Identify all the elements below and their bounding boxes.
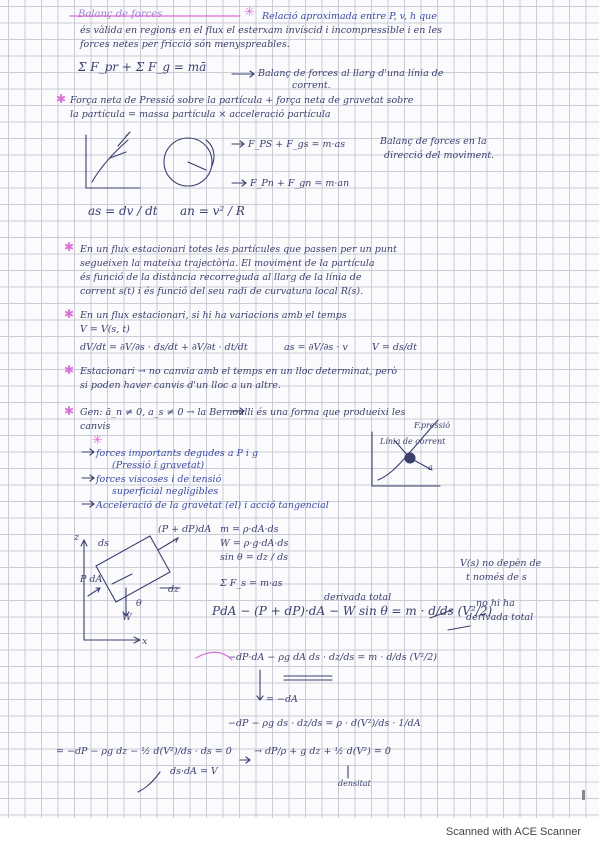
list-item-1b: (Pressió i gravetat): [112, 460, 205, 471]
fbd-label-z: z: [74, 532, 80, 543]
bullet-5-line-2: canvis: [80, 421, 111, 432]
bullet-icon: ✱: [64, 363, 75, 377]
bullet-3-eq-1: dV/dt = ∂V/∂s · ds/dt + ∂V/∂t · dt/dt: [80, 342, 248, 353]
sum-forces-note-2: corrent.: [292, 80, 331, 91]
bullet-2-line-1: En un flux estacionari totes les partícules que passen per un punt: [80, 244, 397, 255]
bullet-3-eq-2: as = ∂V/∂s · v: [284, 342, 348, 353]
final-equation-3: ds·dA = V: [170, 766, 218, 777]
bullet-2-line-3: és funció de la distància recorreguda al llarg de la línia de: [80, 272, 362, 283]
bullet-2-line-2: segueixen la mateixa trajectòria. El moviment de la partícula: [80, 258, 375, 269]
sum-fs-equation: Σ F_s = m·as: [220, 578, 283, 589]
sum-forces-note-1: Balanç de forces al llarg d'una línia de: [258, 68, 444, 79]
bullet-1-line-2: la partícula = massa partícula × acceleració partícula: [70, 109, 331, 120]
sum-forces-equation: Σ F_pr + Σ F_g = mā: [78, 60, 207, 74]
intro-line-1: Relació aproximada entre P, v, h que: [262, 11, 437, 22]
tangential-note-2: direcció del moviment.: [384, 150, 495, 161]
final-note-density: densitat: [338, 779, 371, 788]
bullet-4-line-2: si poden haver canvis d'un lloc a un altre.: [80, 380, 282, 391]
bullet-5-line-1: Gen: ā_n ≠ 0, a_s ≠ 0 → la Bernoulli és una forma que produeixi les: [80, 407, 406, 418]
fbd-label-left: P dA: [80, 574, 103, 585]
an-equation: an = v² / R: [180, 204, 245, 218]
tangential-note-1: Balanç de forces en la: [380, 136, 487, 147]
bullet-3-line-1: En un flux estacionari, si hi ha variacions amb el temps: [80, 310, 347, 321]
bullet-icon: ✱: [64, 404, 75, 418]
bullet-3-line-2: V = V(s, t): [80, 324, 130, 335]
bullet-icon: ✱: [64, 240, 75, 254]
star-icon: ✳: [92, 433, 103, 448]
list-item-3: Acceleració de la gravetat (el) i acció tangencial: [96, 500, 329, 511]
weight-equation: W = ρ·g·dA·ds: [220, 538, 289, 549]
fbd-label-x: x: [142, 636, 148, 647]
fbd-label-theta: θ: [136, 598, 142, 609]
step-2-equation: −dP − ρg ds · dz/ds = ρ · d(V²)/ds · 1/dA: [228, 718, 421, 729]
step-1b-equation: = −dA: [266, 694, 298, 705]
side-note-4: derivada total: [466, 612, 534, 623]
bullet-3-eq-3: V = ds/dt: [372, 342, 417, 353]
tangential-equation: F_PS + F_gs = m·as: [248, 139, 346, 150]
fbd-label-w: W: [122, 612, 132, 623]
as-equation: as = dv / dt: [88, 204, 158, 218]
normal-equation: F_Pn + F_gn = m·an: [250, 178, 350, 189]
bullet-4-line-1: Estacionari → no canvia amb el temps en un lloc determinat, però: [80, 366, 398, 377]
gravity-note: derivada total: [324, 592, 392, 603]
intro-line-3: forces netes per fricció són menyspreables.: [80, 39, 290, 50]
diagram-label-streamline: Línia de corrent: [380, 437, 446, 446]
fbd-label-top: (P + dP)dA: [158, 524, 212, 535]
bullet-icon: ✱: [64, 307, 75, 321]
final-equation-1: = −dP − ρg dz − ½ d(V²)/ds · ds = 0: [56, 746, 232, 757]
diagram-label-pressure: F.pressió: [414, 421, 451, 430]
final-equation-2: → dP/ρ + g dz + ½ d(V²) = 0: [254, 746, 391, 757]
bullet-2-line-4: corrent s(t) i és funció del seu radi de curvatura local R(s).: [80, 286, 364, 297]
fbd-label-dz: dz: [168, 584, 180, 595]
side-note-1: V(s) no depèn de: [460, 558, 542, 569]
list-item-2: forces viscoses i de tensió: [96, 474, 222, 485]
side-note-2: t només de s: [466, 572, 527, 583]
page-title: Balanç de forces: [78, 9, 163, 20]
scanner-footer: Scanned with ACE Scanner: [445, 826, 581, 838]
sin-equation: sin θ = dz / ds: [220, 552, 289, 563]
intro-line-2: és vàlida en regions en el flux el esterxam invíscid i incompressible i en les: [80, 25, 442, 36]
mass-equation: m = ρ·dA·ds: [220, 524, 279, 535]
fbd-label-ds: ds: [98, 538, 109, 549]
diagram-label-a: a: [428, 463, 433, 472]
bullet-icon: ✱: [56, 92, 67, 106]
side-note-3: no hi ha: [476, 598, 515, 609]
list-item-1: forces importants degudes a P i g: [96, 448, 259, 459]
main-equation: PdA − (P + dP)·dA − W sin θ = m · d/ds (V²/2): [212, 604, 493, 618]
bullet-1-line-1: Força neta de Pressió sobre la partícula + força neta de gravetat sobre: [70, 95, 414, 106]
star-icon: ✳: [244, 5, 255, 20]
page-edge-mark: [582, 790, 585, 800]
list-item-2b: superficial negligibles: [112, 486, 219, 497]
step-1-equation: −dP·dA − ρg dA ds · dz/ds = m · d/ds (V²/2): [228, 652, 437, 663]
